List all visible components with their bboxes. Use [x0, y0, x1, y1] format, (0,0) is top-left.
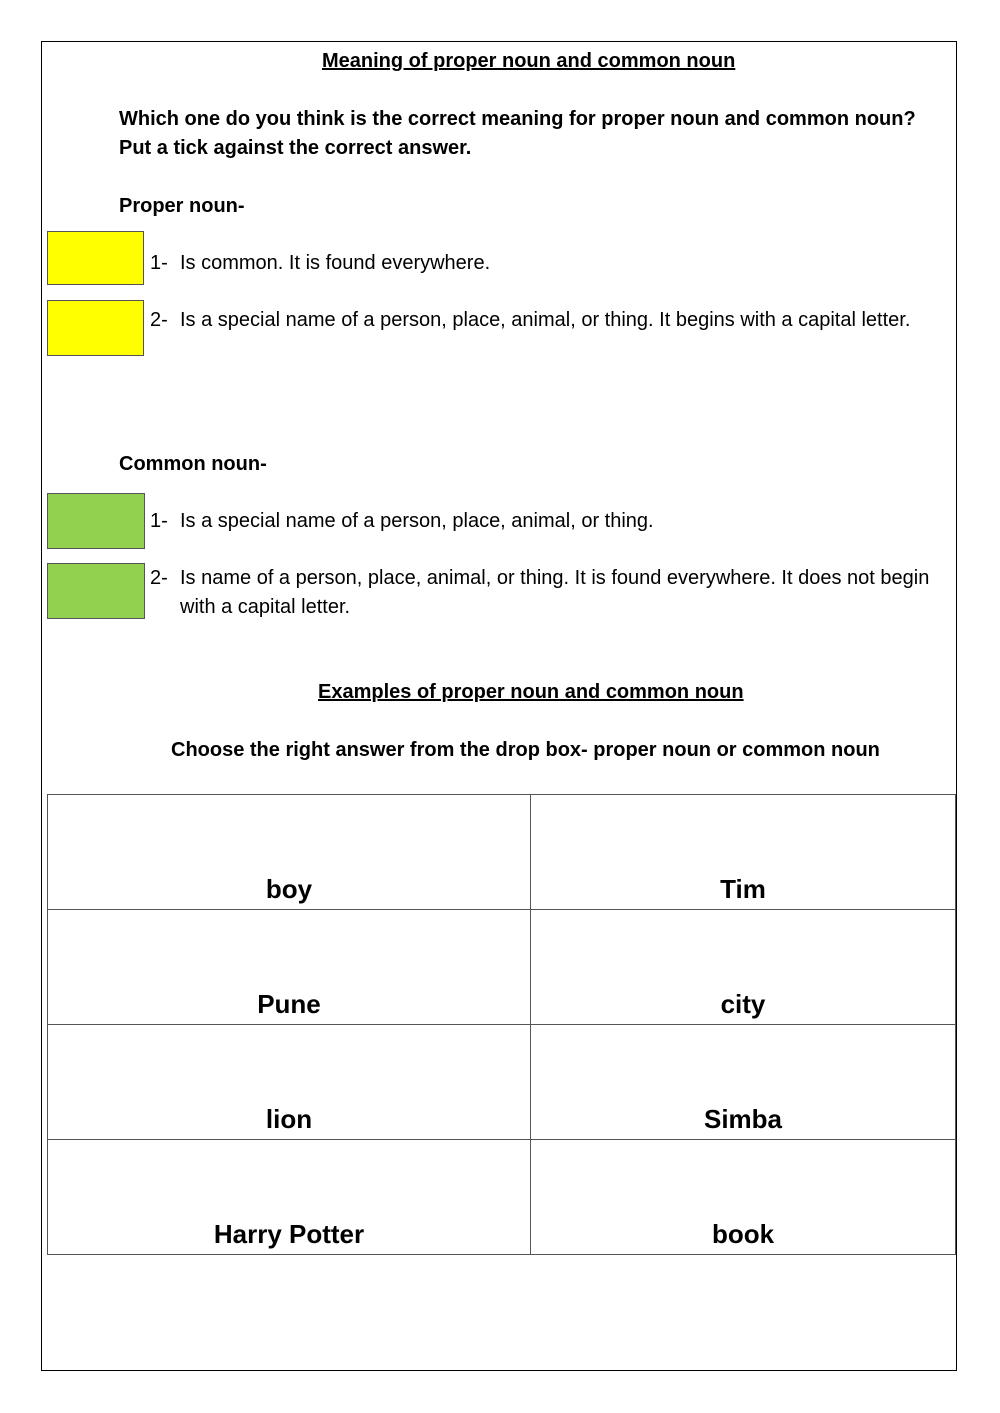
noun-cell[interactable]: boy [48, 795, 531, 910]
common-noun-option-2-tick-box[interactable] [47, 563, 145, 619]
table-row [48, 1025, 956, 1140]
noun-cell[interactable]: book [531, 1140, 956, 1255]
common-noun-option-1-tick-box[interactable] [47, 493, 145, 549]
proper-noun-option-2-tick-box[interactable] [47, 300, 144, 356]
table-row [48, 1140, 956, 1255]
noun-cell[interactable]: Simba [531, 1025, 956, 1140]
instruction-line-1: Which one do you think is the correct meaning for proper noun and common noun? [119, 108, 916, 130]
noun-cell[interactable]: Pune [48, 910, 531, 1025]
option-text: Is a special name of a person, place, animal, or thing. [180, 510, 654, 532]
noun-cell[interactable]: Tim [531, 795, 956, 910]
option-text: Is a special name of a person, place, animal, or thing. It begins with a capital letter. [180, 309, 911, 331]
option-text: Is name of a person, place, animal, or thing. It is found everywhere. It does not begin with a capital letter. [180, 567, 930, 618]
proper-noun-option-1-tick-box[interactable] [47, 231, 144, 285]
table-row [48, 795, 956, 910]
option-number: 2- [150, 567, 168, 589]
section-title-meaning: Meaning of proper noun and common noun [322, 50, 736, 72]
option-number: 1- [150, 510, 168, 532]
section-title-examples: Examples of proper noun and common noun [318, 681, 744, 703]
noun-cell[interactable]: lion [48, 1025, 531, 1140]
proper-noun-heading: Proper noun- [119, 195, 245, 217]
noun-cell[interactable]: Harry Potter [48, 1140, 531, 1255]
option-number: 2- [150, 309, 168, 331]
option-text: Is common. It is found everywhere. [180, 252, 491, 274]
instruction-line-2: Put a tick against the correct answer. [119, 137, 472, 159]
noun-cell[interactable]: city [531, 910, 956, 1025]
common-noun-heading: Common noun- [119, 453, 267, 475]
examples-instruction: Choose the right answer from the drop box- proper noun or common noun [171, 739, 880, 761]
examples-table [47, 794, 956, 1255]
table-row [48, 910, 956, 1025]
option-number: 1- [150, 252, 168, 274]
